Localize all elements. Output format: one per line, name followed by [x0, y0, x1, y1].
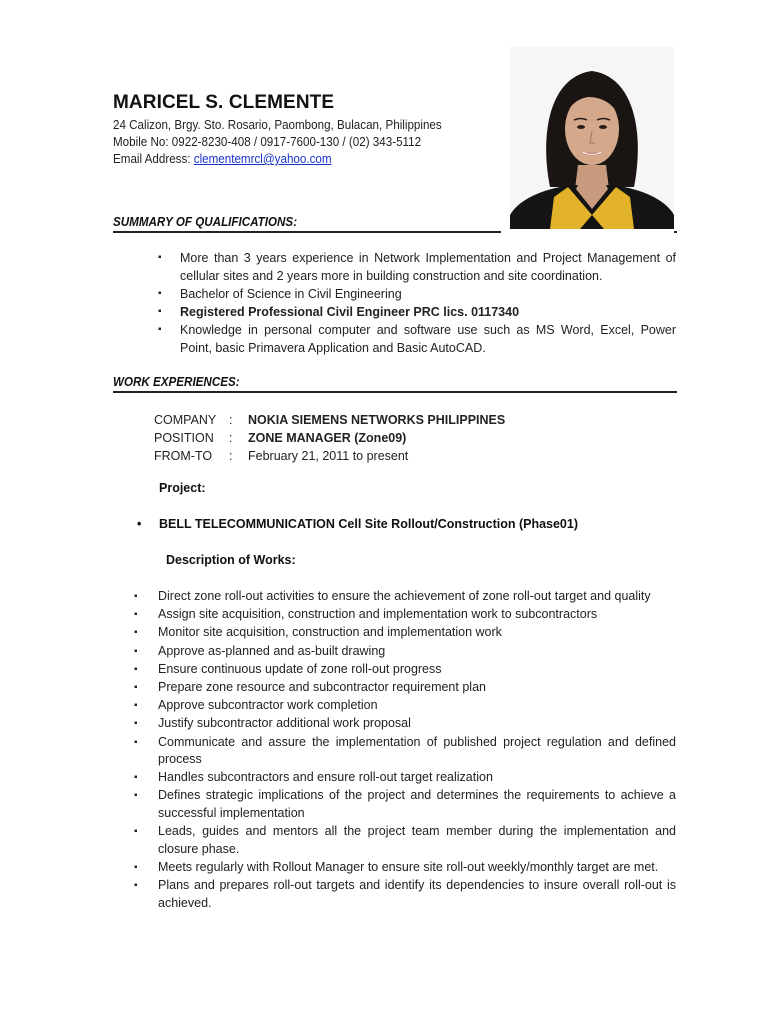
position-value: ZONE MANAGER (Zone09): [248, 431, 407, 445]
duty-item: ▪ Justify subcontractor additional work proposal: [134, 715, 676, 733]
position-label: POSITION: [154, 431, 214, 445]
profile-photo: [510, 47, 674, 229]
duty-item: ▪ Handles subcontractors and ensure roll-out target realization: [134, 769, 676, 787]
duty-item: ▪ Monitor site acquisition, construction and implementation work: [134, 624, 676, 642]
qualification-item: ▪ Bachelor of Science in Civil Engineering: [158, 287, 402, 301]
fromto-row: FROM-TO : February 21, 2011 to present: [154, 449, 409, 463]
square-bullet-icon: ▪: [158, 288, 162, 299]
project-item: [137, 517, 578, 531]
company-row: COMPANY : NOKIA SIEMENS NETWORKS PHILIPPINES: [154, 413, 506, 427]
company-label: COMPANY: [154, 413, 217, 427]
square-bullet-icon: ▪: [134, 627, 138, 639]
duty-item: ▪ Ensure continuous update of zone roll-out progress: [134, 661, 676, 679]
qualification-item: ▪ Knowledge in personal computer and software use such as MS Word, Excel, Power Point, basic Primavera Application and Basic AutoCAD.: [158, 323, 676, 355]
square-bullet-icon: ▪: [134, 880, 138, 892]
fromto-value: February 21, 2011 to present: [248, 449, 409, 463]
square-bullet-icon: ▪: [134, 591, 138, 602]
mobile-numbers: Mobile No: 0922-8230-408 / 0917-7600-130 / (02) 343-5112: [113, 135, 422, 149]
dot-bullet-icon: •: [137, 517, 142, 531]
project-name: BELL TELECOMMUNICATION Cell Site Rollout/Construction (Phase01): [159, 517, 579, 531]
square-bullet-icon: ▪: [134, 645, 138, 657]
square-bullet-icon: ▪: [134, 772, 138, 784]
portrait-illustration: [510, 47, 674, 229]
duty-item: ▪ Assign site acquisition, construction and implementation work to subcontractors: [134, 606, 676, 624]
square-bullet-icon: ▪: [158, 324, 162, 335]
company-value: NOKIA SIEMENS NETWORKS PHILIPPINES: [248, 413, 506, 427]
summary-title: SUMMARY OF QUALIFICATIONS:: [113, 215, 298, 229]
qualifications-list: [158, 249, 676, 357]
square-bullet-icon: ▪: [134, 736, 138, 748]
email-label: Email Address:: [113, 152, 194, 166]
description-label: Description of Works:: [166, 553, 296, 567]
square-bullet-icon: ▪: [134, 790, 138, 802]
qualification-item: ▪ More than 3 years experience in Network Implementation and Project Management of cellular sites and 2 years more in building construction and site coordination.: [158, 251, 676, 283]
duty-item: ▪ Defines strategic implications of the project and determines the requirements to achieve a successful implementation: [134, 788, 676, 821]
fromto-label: FROM-TO: [154, 449, 213, 463]
email-link[interactable]: clementemrcl@yahoo.com: [193, 152, 332, 166]
work-title: WORK EXPERIENCES:: [113, 375, 240, 389]
address: 24 Calizon, Brgy. Sto. Rosario, Paombong, Bulacan, Philippines: [113, 118, 442, 132]
square-bullet-icon: ▪: [134, 681, 138, 693]
applicant-name: MARICEL S. CLEMENTE: [113, 92, 335, 113]
duty-item: ▪ Direct zone roll-out activities to ensure the achievement of zone roll-out target and quality: [134, 588, 676, 606]
square-bullet-icon: ▪: [134, 826, 138, 838]
work-divider: [113, 391, 677, 393]
qualification-item: ▪ Registered Professional Civil Engineer PRC lics. 0117340: [158, 305, 520, 319]
duty-item: ▪ Approve subcontractor work completion: [134, 697, 676, 715]
email-line: [113, 152, 332, 166]
square-bullet-icon: ▪: [134, 700, 138, 712]
project-label: Project:: [159, 481, 206, 495]
summary-divider-end: [674, 231, 677, 233]
duty-item: ▪ Communicate and assure the implementation of published project regulation and defined process: [134, 734, 676, 767]
square-bullet-icon: ▪: [158, 306, 162, 317]
duty-item: ▪ Plans and prepares roll-out targets and identify its dependencies to insure overall roll-out is achieved.: [134, 878, 676, 910]
square-bullet-icon: ▪: [134, 663, 138, 675]
duties-list: [134, 588, 676, 913]
square-bullet-icon: ▪: [134, 609, 138, 621]
position-row: POSITION : ZONE MANAGER (Zone09): [154, 431, 407, 445]
square-bullet-icon: ▪: [134, 718, 138, 730]
duty-item: ▪ Leads, guides and mentors all the project team member during the implementation and closure phase.: [134, 824, 676, 856]
summary-divider: [113, 231, 501, 233]
duty-item: ▪ Meets regularly with Rollout Manager to ensure site roll-out weekly/monthly target are met.: [134, 859, 676, 877]
duty-item: ▪ Approve as-planned and as-built drawing: [134, 643, 676, 661]
square-bullet-icon: ▪: [134, 862, 138, 874]
duty-item: ▪ Prepare zone resource and subcontractor requirement plan: [134, 679, 676, 697]
square-bullet-icon: ▪: [158, 252, 162, 263]
